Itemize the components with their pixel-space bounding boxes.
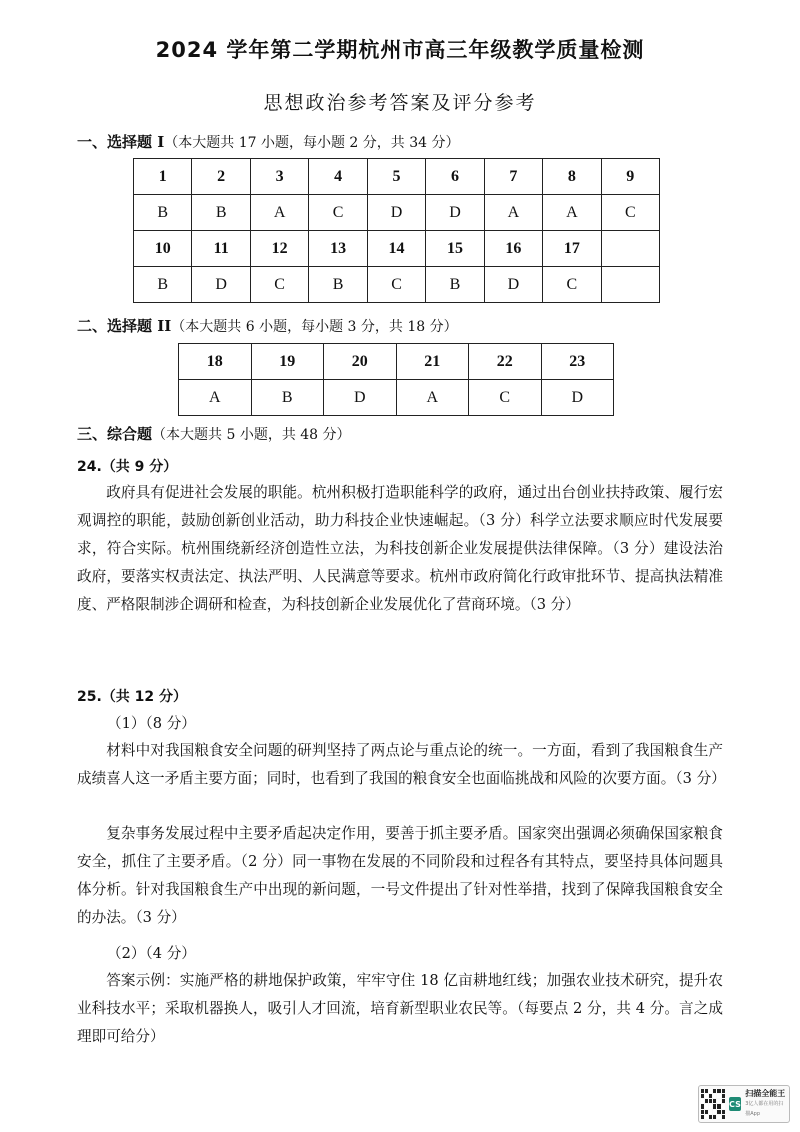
answer-cell: C xyxy=(601,195,659,231)
question-number: 7 xyxy=(484,159,542,195)
q25-heading: 25.（共 12 分） xyxy=(77,689,188,705)
section1-note: （本大题共 17 小题，每小题 2 分，共 34 分） xyxy=(164,135,460,151)
answer-cell: D xyxy=(324,380,397,416)
page-subtitle: 思想政治参考答案及评分参考 xyxy=(263,92,537,114)
question-number: 20 xyxy=(324,344,397,380)
answer-cell: C xyxy=(469,380,542,416)
section2-answer-table xyxy=(178,343,614,416)
question-number: 23 xyxy=(541,344,614,380)
question-number: 21 xyxy=(396,344,469,380)
q25-part1-paragraph2: 复杂事务发展过程中主要矛盾起决定作用，要善于抓主要矛盾。国家突出强调必须确保国家粮食安全，抓住了主要矛盾。（2 分）同一事物在发展的不同阶段和过程各有其特点，要坚持具体问题具体分析。针对我国粮食生产中出现的新问题，一号文件提出了针对性举措，找到了保障我国粮食安全的办法。（3 分） xyxy=(77,825,723,926)
question-number: 16 xyxy=(484,231,542,267)
section2-note: （本大题共 6 小题，每小题 3 分，共 18 分） xyxy=(171,319,458,335)
q24-answer: 政府具有促进社会发展的职能。杭州积极打造职能科学的政府，通过出台创业扶持政策、履行宏观调控的职能，鼓励创新创业活动，助力科技企业快速崛起。（3 分）科学立法要求顺应时代发展要求，符合实际。杭州围绕新经济创造性立法，为科技创新企业发展提供法律保障。（3 分）建设法治政府，要落实权责法定、执法严明、人民满意等要求。杭州市政府简化行政审批环节、提高执法精准度、严格限制涉企调研和检查，为科技创新企业发展优化了营商环境。（3 分） xyxy=(77,484,723,613)
question-number: 1 xyxy=(134,159,192,195)
answer-cell: D xyxy=(192,267,250,303)
answer-cell: D xyxy=(426,195,484,231)
answer-cell: D xyxy=(367,195,425,231)
question-number: 9 xyxy=(601,159,659,195)
answer-cell: C xyxy=(543,267,601,303)
watermark-name: 扫描全能王 xyxy=(745,1089,786,1098)
question-number: 2 xyxy=(192,159,250,195)
q25-part1-paragraph1: 材料中对我国粮食安全问题的研判坚持了两点论与重点论的统一。一方面，看到了我国粮食生产成绩喜人这一矛盾主要方面；同时，也看到了我国的粮食安全也面临挑战和风险的次要方面。（3 分） xyxy=(77,742,726,787)
table-row xyxy=(134,195,660,231)
answer-cell: A xyxy=(179,380,252,416)
q25-part2-answer: 答案示例：实施严格的耕地保护政策，牢牢守住 18 亿亩耕地红线；加强农业技术研究，提升农业科技水平；采取机器换人，吸引人才回流，培育新型职业农民等。（每要点 2 分，共 4 分。言之成理即可给分） xyxy=(77,972,723,1045)
camscanner-logo-icon: CS xyxy=(729,1097,742,1111)
question-number: 6 xyxy=(426,159,484,195)
section1-answer-table xyxy=(133,158,660,303)
question-number: 3 xyxy=(250,159,308,195)
answer-cell: A xyxy=(543,195,601,231)
question-number: 22 xyxy=(469,344,542,380)
answer-cell: B xyxy=(134,267,192,303)
answer-cell: A xyxy=(484,195,542,231)
answer-cell xyxy=(601,267,659,303)
question-number: 8 xyxy=(543,159,601,195)
question-number xyxy=(601,231,659,267)
answer-cell: C xyxy=(250,267,308,303)
answer-cell: D xyxy=(541,380,614,416)
answer-cell: B xyxy=(309,267,367,303)
question-number: 19 xyxy=(251,344,324,380)
page-title: 2024 学年第二学期杭州市高三年级教学质量检测 xyxy=(155,38,645,62)
answer-cell: B xyxy=(192,195,250,231)
table-row xyxy=(179,344,614,380)
table-row xyxy=(134,159,660,195)
answer-cell: A xyxy=(250,195,308,231)
scanner-watermark xyxy=(698,1085,790,1123)
section3-note: （本大题共 5 小题，共 48 分） xyxy=(152,427,351,443)
section1-header xyxy=(77,131,460,152)
qr-code-icon xyxy=(701,1089,725,1119)
question-number: 18 xyxy=(179,344,252,380)
answer-cell: A xyxy=(396,380,469,416)
table-row xyxy=(179,380,614,416)
table-row xyxy=(134,267,660,303)
section2-heading: 二、选择题 II xyxy=(77,317,172,335)
question-number: 4 xyxy=(309,159,367,195)
answer-cell: B xyxy=(134,195,192,231)
answer-cell: C xyxy=(309,195,367,231)
answer-cell: B xyxy=(426,267,484,303)
q25-part1-label: （1）（8 分） xyxy=(107,715,196,732)
question-number: 17 xyxy=(543,231,601,267)
question-number: 12 xyxy=(250,231,308,267)
question-number: 10 xyxy=(134,231,192,267)
section3-heading: 三、综合题 xyxy=(77,425,153,443)
q25-part2-label: （2）（4 分） xyxy=(107,945,196,962)
question-number: 11 xyxy=(192,231,250,267)
section3-header xyxy=(77,423,351,444)
section1-heading: 一、选择题 I xyxy=(77,133,165,151)
answer-cell: D xyxy=(484,267,542,303)
watermark-tagline: 3亿人都在用的扫描App xyxy=(745,1101,784,1117)
answer-cell: B xyxy=(251,380,324,416)
question-number: 5 xyxy=(367,159,425,195)
table-row xyxy=(134,231,660,267)
answer-cell: C xyxy=(367,267,425,303)
question-number: 13 xyxy=(309,231,367,267)
section2-header xyxy=(77,315,458,336)
question-number: 15 xyxy=(426,231,484,267)
question-number: 14 xyxy=(367,231,425,267)
q24-heading: 24.（共 9 分） xyxy=(77,459,178,475)
